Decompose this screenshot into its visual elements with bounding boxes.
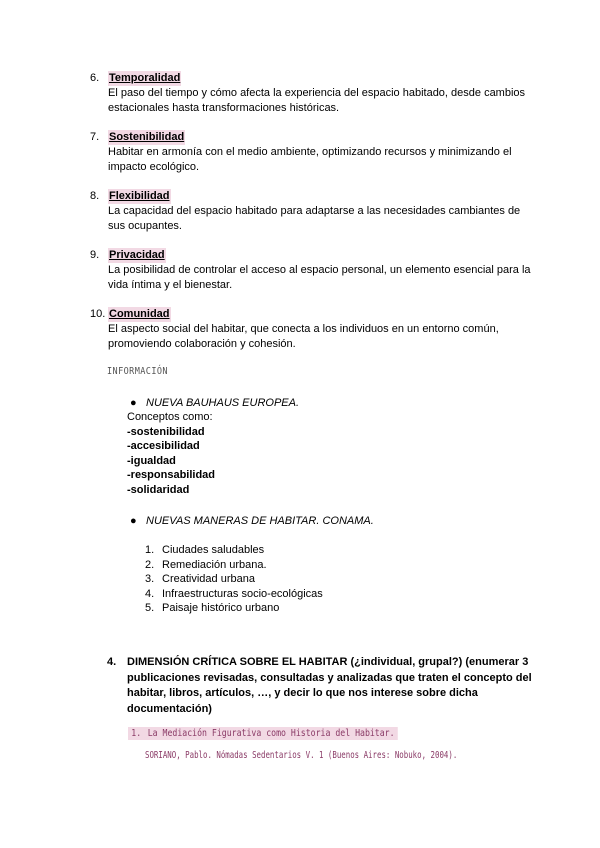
- item-description: El paso del tiempo y cómo afecta la experiencia del espacio habitado, desde cambios estacionales hasta transformaciones históricas.: [108, 87, 526, 114]
- item-description: La capacidad del espacio habitado para adaptarse a las necesidades cambiantes de sus ocupantes.: [108, 205, 521, 232]
- concept-item: -solidaridad: [127, 483, 190, 496]
- concept-item: -responsabilidad: [127, 469, 216, 482]
- sub-item-number: 4.: [145, 587, 155, 600]
- item-title: Privacidad: [109, 249, 165, 261]
- sub-item-number: 3.: [145, 573, 155, 586]
- bullet-text: NUEVA BAUHAUS EUROPEA.: [146, 397, 300, 409]
- sub-item-text: Remediación urbana.: [162, 558, 267, 571]
- item-title: Sostenibilidad: [109, 131, 185, 143]
- concepts-list: [127, 410, 215, 498]
- sub-item-text: Infraestructuras socio-ecológicas: [162, 587, 323, 600]
- item-number: 10.: [90, 308, 106, 320]
- item-description: Habitar en armonía con el medio ambiente, optimizando recursos y minimizando el impacto ecológico.: [108, 146, 512, 173]
- sub-item-number: 2.: [145, 558, 155, 571]
- item-number: 6.: [90, 72, 100, 84]
- item-title: Flexibilidad: [109, 190, 170, 202]
- bullet-icon: ●: [130, 397, 137, 409]
- item-description: La posibilidad de controlar el acceso al espacio personal, un elemento esencial para la vida íntima y el bienestar.: [108, 264, 531, 291]
- reference-title-text: La Mediación Figurativa como Historia del Habitar.: [147, 728, 395, 739]
- bullet-icon: ●: [130, 515, 137, 527]
- sub-item-number: 1.: [145, 544, 155, 556]
- sub-item-text: Creatividad urbana: [162, 573, 255, 586]
- concept-item: -accesibilidad: [127, 440, 200, 453]
- concepts-intro: Conceptos como:: [127, 411, 213, 423]
- item-title: Comunidad: [109, 308, 170, 320]
- dimension-text: DIMENSIÓN CRÍTICA SOBRE EL HABITAR (¿individual, grupal?) (enumerar 3 publicaciones revisadas, consultadas y analizadas que traten el concepto del habitar, libros, artículos, …, y decir lo que nos interese sobre dicha documentación): [127, 656, 532, 715]
- reference-number: 1.: [131, 728, 142, 739]
- sub-item-number: 5.: [145, 602, 155, 615]
- section-heading-informacion: INFORMACIÓN: [107, 366, 168, 377]
- reference-citation: SORIANO, Pablo. Nómadas Sedentarios V. 1 (Buenos Aires: Nobuko, 2004).: [145, 750, 458, 761]
- item-number: 7.: [90, 131, 100, 143]
- reference-title: [128, 727, 398, 740]
- concept-item: -igualdad: [127, 454, 176, 467]
- concept-item: -sostenibilidad: [127, 425, 205, 438]
- sub-item-text: Paisaje histórico urbano: [162, 602, 280, 615]
- item-description: El aspecto social del habitar, que conecta a los individuos en un entorno común, promoviendo colaboración y cohesión.: [108, 323, 499, 350]
- item-number: 9.: [90, 249, 100, 261]
- sub-item-text: Ciudades saludables: [162, 544, 265, 556]
- item-number: 8.: [90, 190, 100, 202]
- item-number: 4.: [107, 656, 117, 668]
- bullet-text: NUEVAS MANERAS DE HABITAR. CONAMA.: [146, 515, 374, 527]
- item-title: Temporalidad: [109, 72, 181, 84]
